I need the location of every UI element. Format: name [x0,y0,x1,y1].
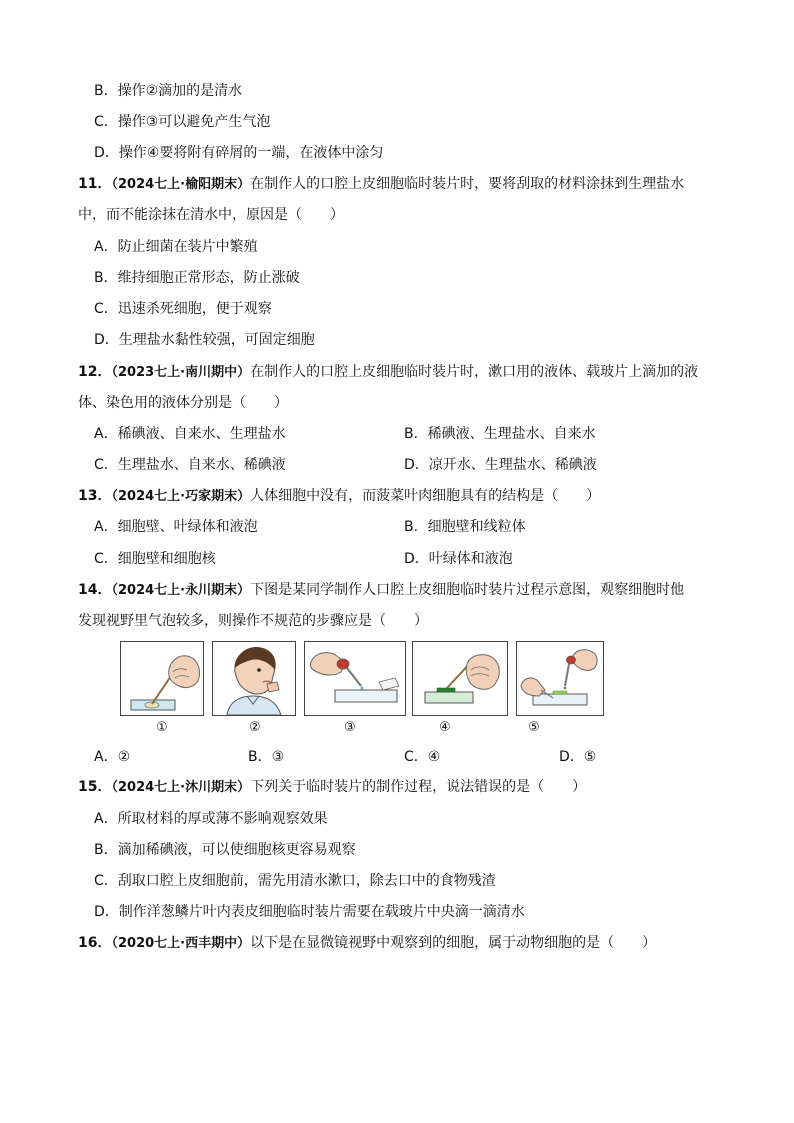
step4-coverslip-figure [412,641,508,716]
question-text: 下列关于临时装片的制作过程，说法错误的是（ ） [250,779,587,795]
q14-option-c: C．④ [404,749,441,765]
q11-option-a: A．防止细菌在装片中繁殖 [94,239,258,255]
q13-stem [78,486,600,507]
step3-dropper-figure [304,641,406,716]
question-source: （2024七上·巧家期末） [111,489,251,504]
q12-option-d: D．凉开水、生理盐水、稀碘液 [404,457,597,473]
figure-label-5: ⑤ [528,720,540,735]
question-number: 16． [78,935,112,951]
question-number: 15． [78,779,112,795]
q14-option-a: A．② [94,749,131,765]
q15-option-c: C．刮取口腔上皮细胞前，需先用清水漱口，除去口中的食物残渣 [94,873,496,889]
q16-stem [78,933,656,954]
q14-option-d: D．⑤ [559,749,597,765]
question-text: 在制作人的口腔上皮细胞临时装片时，要将刮取的材料涂抹到生理盐水 [250,176,685,192]
q12-option-a: A．稀碘液、自来水、生理盐水 [94,426,286,442]
q12-stem [78,362,698,383]
q10-option-b: B．操作②滴加的是清水 [94,83,243,99]
boy-rinsing-icon [213,642,295,715]
figure-label-2: ② [249,720,261,735]
staining-illustration-icon [517,642,603,715]
coverslip-illustration-icon [413,642,507,715]
step2-rinse-mouth-figure [212,641,296,716]
question-source: （2024七上·榆阳期末） [111,177,251,192]
figure-label-3: ③ [344,720,356,735]
q11-option-d: D．生理盐水黏性较强，可固定细胞 [94,332,315,348]
q15-option-a: A．所取材料的厚或薄不影响观察效果 [94,811,328,827]
q13-option-d: D．叶绿体和液泡 [404,551,513,567]
figure-label-4: ④ [439,720,451,735]
question-number: 14． [78,582,112,598]
q10-option-d: D．操作④要将附有碎屑的一端，在液体中涂匀 [94,145,384,161]
question-source: （2024七上·永川期末） [111,583,251,598]
q13-option-a: A．细胞壁、叶绿体和液泡 [94,519,258,535]
q13-option-b: B．细胞壁和线粒体 [404,519,526,535]
dropper-illustration-icon [305,642,405,715]
q12-stem-line2: 体、染色用的液体分别是（ ） [78,395,288,411]
question-text: 以下是在显微镜视野中观察到的细胞，属于动物细胞的是（ ） [250,935,657,951]
q15-option-b: B．滴加稀碘液，可以使细胞核更容易观察 [94,842,356,858]
question-text: 下图是某同学制作人口腔上皮细胞临时装片过程示意图，观察细胞时他 [250,582,685,598]
q14-stem-line2: 发现视野里气泡较多，则操作不规范的步骤应是（ ） [78,613,428,629]
q15-option-d: D．制作洋葱鳞片叶内表皮细胞临时装片需要在载玻片中央滴一滴清水 [94,904,525,920]
figure-label-1: ① [156,720,168,735]
question-source: （2023七上·南川期中） [111,365,251,380]
q11-option-c: C．迅速杀死细胞，便于观察 [94,301,272,317]
q11-option-b: B．维持细胞正常形态，防止涨破 [94,270,300,286]
q12-option-c: C．生理盐水、自来水、稀碘液 [94,457,286,473]
question-source: （2024七上·沐川期末） [111,780,251,795]
q15-stem [78,777,586,798]
question-text: 在制作人的口腔上皮细胞临时装片时，漱口用的液体、载玻片上滴加的液 [250,364,699,380]
question-text: 人体细胞中没有，而菠菜叶肉细胞具有的结构是（ ） [250,488,601,504]
question-source: （2020七上·西丰期中） [111,936,251,951]
q14-stem [78,580,684,601]
q11-stem [78,174,684,195]
q14-option-b: B．③ [248,749,285,765]
smear-illustration-icon [121,642,203,715]
question-number: 12． [78,364,112,380]
question-number: 13． [78,488,112,504]
q10-option-c: C．操作③可以避免产生气泡 [94,114,271,130]
q11-stem-line2: 中，而不能涂抹在清水中，原因是（ ） [78,207,344,223]
question-number: 11． [78,176,112,192]
step5-staining-figure [516,641,604,716]
q13-option-c: C．细胞壁和细胞核 [94,551,216,567]
q12-option-b: B．稀碘液、生理盐水、自来水 [404,426,596,442]
step1-smear-figure [120,641,204,716]
